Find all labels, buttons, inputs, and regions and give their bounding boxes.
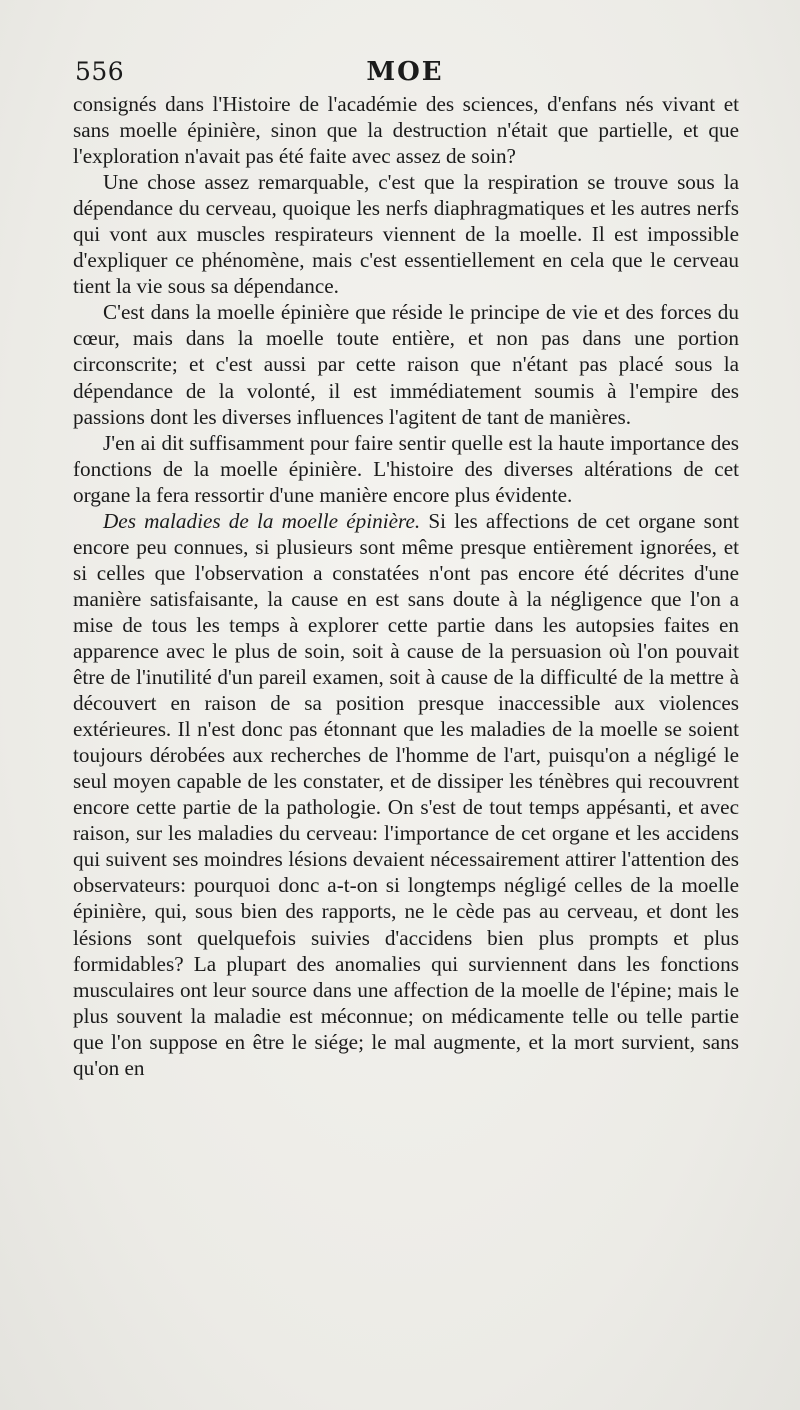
paragraph-3: C'est dans la moelle épinière que réside le principe de vie et des forces du cœur, mais dans la moelle toute entière, et non pas dans une portion circonscrite; et c'est aussi par cette raison que n'étant pas placé sous la dépendance de la volonté, il est immédiatement soumis à l'empire des passions dont les diverses influences l'agitent de tant de manières. <box>73 300 739 429</box>
page-header <box>75 57 735 91</box>
running-head: MOE <box>366 57 444 87</box>
paragraph-5-text: Si les affections de cet organe sont encore peu connues, si plusieurs sont même presque entièrement ignorées, et si celles que l'observation a constatées n'ont pas encore été décrites d'une manière satisfaisante, la cause en est sans doute à la négligence que l'on a mise de tous les temps à explorer cette partie dans les autopsies faites en apparence avec le plus de soin, soit à cause de la persuasion où l'on pouvait être de l'inutilité d'un pareil examen, soit à cause de la difficulté de la mettre à découvert en raison de sa position presque inaccessible aux violences extérieures. Il n'est donc pas étonnant que les maladies de la moelle se soient toujours dérobées aux recherches de l'homme de l'art, puisqu'on a négligé le seul moyen capable de les constater, et de dissiper les ténèbres qui recouvrent encore cette partie de la pathologie. On s'est de tout temps appésanti, et avec raison, sur les maladies du cerveau: l'importance de cet organe et les accidens qui suivent ses moindres lésions devaient nécessairement attirer l'attention des observateurs: pourquoi donc a-t-on si longtemps négligé celles de la moelle épinière, qui, sous bien des rapports, ne le cède pas au cerveau, et dont les lésions sont quelquefois suivies d'accidens bien plus prompts et plus formidables? La plupart des anomalies qui surviennent dans les fonctions musculaires ont leur source dans une affection de la moelle de l'épine; mais le plus souvent la maladie est méconnue; on médicamente telle ou telle partie que l'on suppose en être le siége; le mal augmente, et la mort survient, sans qu'on en <box>73 508 739 1080</box>
paragraph-5 <box>73 508 739 1081</box>
paragraph-1: consignés dans l'Histoire de l'académie des sciences, d'enfans nés vivant et sans moelle épinière, sinon que la destruction n'était que partielle, et que l'exploration n'avait pas été faite avec assez de soin? <box>73 92 739 169</box>
paragraph-2: Une chose assez remarquable, c'est que la respiration se trouve sous la dépendance du cerveau, quoique les nerfs diaphragmatiques et les autres nerfs qui vont aux muscles respirateurs viennent de la moelle. Il est impossible d'expliquer ce phénomène, mais c'est essentiellement en cela que le cerveau tient la vie sous sa dépendance. <box>73 170 739 299</box>
section-title: Des maladies de la moelle épinière. <box>103 508 421 533</box>
body-text <box>73 91 739 1081</box>
page-number: 556 <box>75 57 125 86</box>
paragraph-4: J'en ai dit suffisamment pour faire sentir quelle est la haute importance des fonctions de la moelle épinière. L'histoire des diverses altérations de cet organe la fera ressortir d'une manière encore plus évidente. <box>73 430 739 507</box>
